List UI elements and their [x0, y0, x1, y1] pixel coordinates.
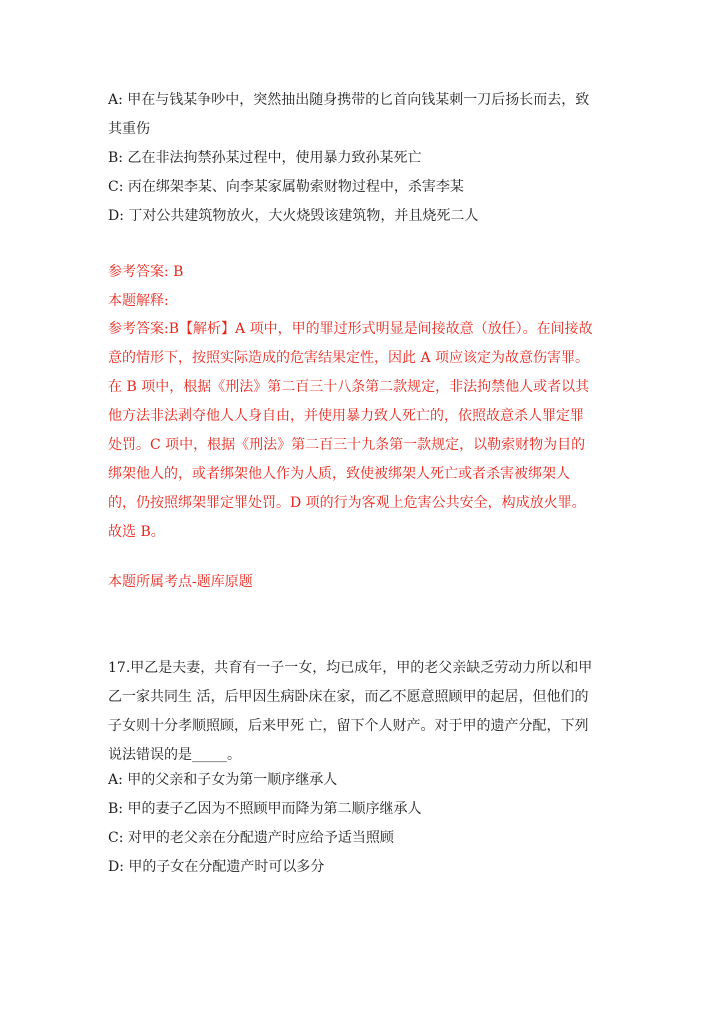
explanation-line: 绑架他人的，或者绑架他人作为人质，致使被绑架人死亡或者杀害被绑架人 — [108, 466, 570, 482]
q16-option-a-line1: A: 甲在与钱某争吵中，突然抽出随身携带的匕首向钱某刺一刀后扬长而去，致 — [108, 92, 590, 108]
explanation-line: 的，仍按照绑架罪定罪处罚。D 项的行为客观上危害公共安全，构成放火罪。 — [108, 495, 586, 511]
q16-explanation-label: 本题解释: — [108, 293, 169, 309]
q16-option-d: D: 丁对公共建筑物放火，大火烧毁该建筑物，并且烧死二人 — [108, 208, 479, 224]
q17-option-a: A: 甲的父亲和子女为第一顺序继承人 — [108, 772, 338, 788]
q17-option-c: C: 对甲的老父亲在分配遗产时应给予适当照顾 — [108, 830, 394, 846]
explanation-line: 意的情形下，按照实际造成的危害结果定性，因此 A 项应该定为故意伤害罪。 — [108, 350, 590, 366]
q17-stem-line: 乙一家共同生 活，后甲因生病卧床在家，而乙不愿意照顾甲的起居，但他们的 — [108, 689, 589, 705]
q17-stem-line: 17.甲乙是夫妻，共育有一子一女，均已成年，甲的老父亲缺乏劳动力所以和甲 — [108, 660, 593, 676]
q17-option-b: B: 甲的妻子乙因为不照顾甲而降为第二顺序继承人 — [108, 801, 422, 817]
q17-option-d: D: 甲的子女在分配遗产时可以多分 — [108, 859, 325, 875]
q17-stem-line: 说法错误的是_____。 — [108, 747, 241, 763]
q16-answer: 参考答案: B — [108, 264, 184, 280]
q17-stem — [108, 654, 618, 770]
explanation-line: 参考答案:B【解析】A 项中，甲的罪过形式明显是间接故意（放任）。在间接故 — [108, 321, 593, 337]
explanation-line: 处罚。C 项中，根据《刑法》第二百三十九条第一款规定，以勒索财物为目的 — [108, 437, 586, 453]
q16-option-c: C: 丙在绑架李某、向李某家属勒索财物过程中，杀害李某 — [108, 179, 464, 195]
q16-option-b: B: 乙在非法拘禁孙某过程中，使用暴力致孙某死亡 — [108, 150, 422, 166]
explanation-line: 在 B 项中，根据《刑法》第二百三十八条第二款规定，非法拘禁他人或者以其 — [108, 379, 590, 395]
q16-option-a-line2: 其重伤 — [108, 121, 150, 137]
explanation-line: 他方法非法剥夺他人人身自由，并使用暴力致人死亡的，依照故意杀人罪定罪 — [108, 408, 584, 424]
q17-stem-line: 子女则十分孝顺照顾，后来甲死 亡，留下个人财产。对于甲的遗产分配，下列 — [108, 718, 589, 734]
explanation-line: 故选 B。 — [108, 524, 165, 540]
q16-source: 本题所属考点-题库原题 — [108, 574, 253, 590]
q16-explanation — [108, 315, 618, 547]
